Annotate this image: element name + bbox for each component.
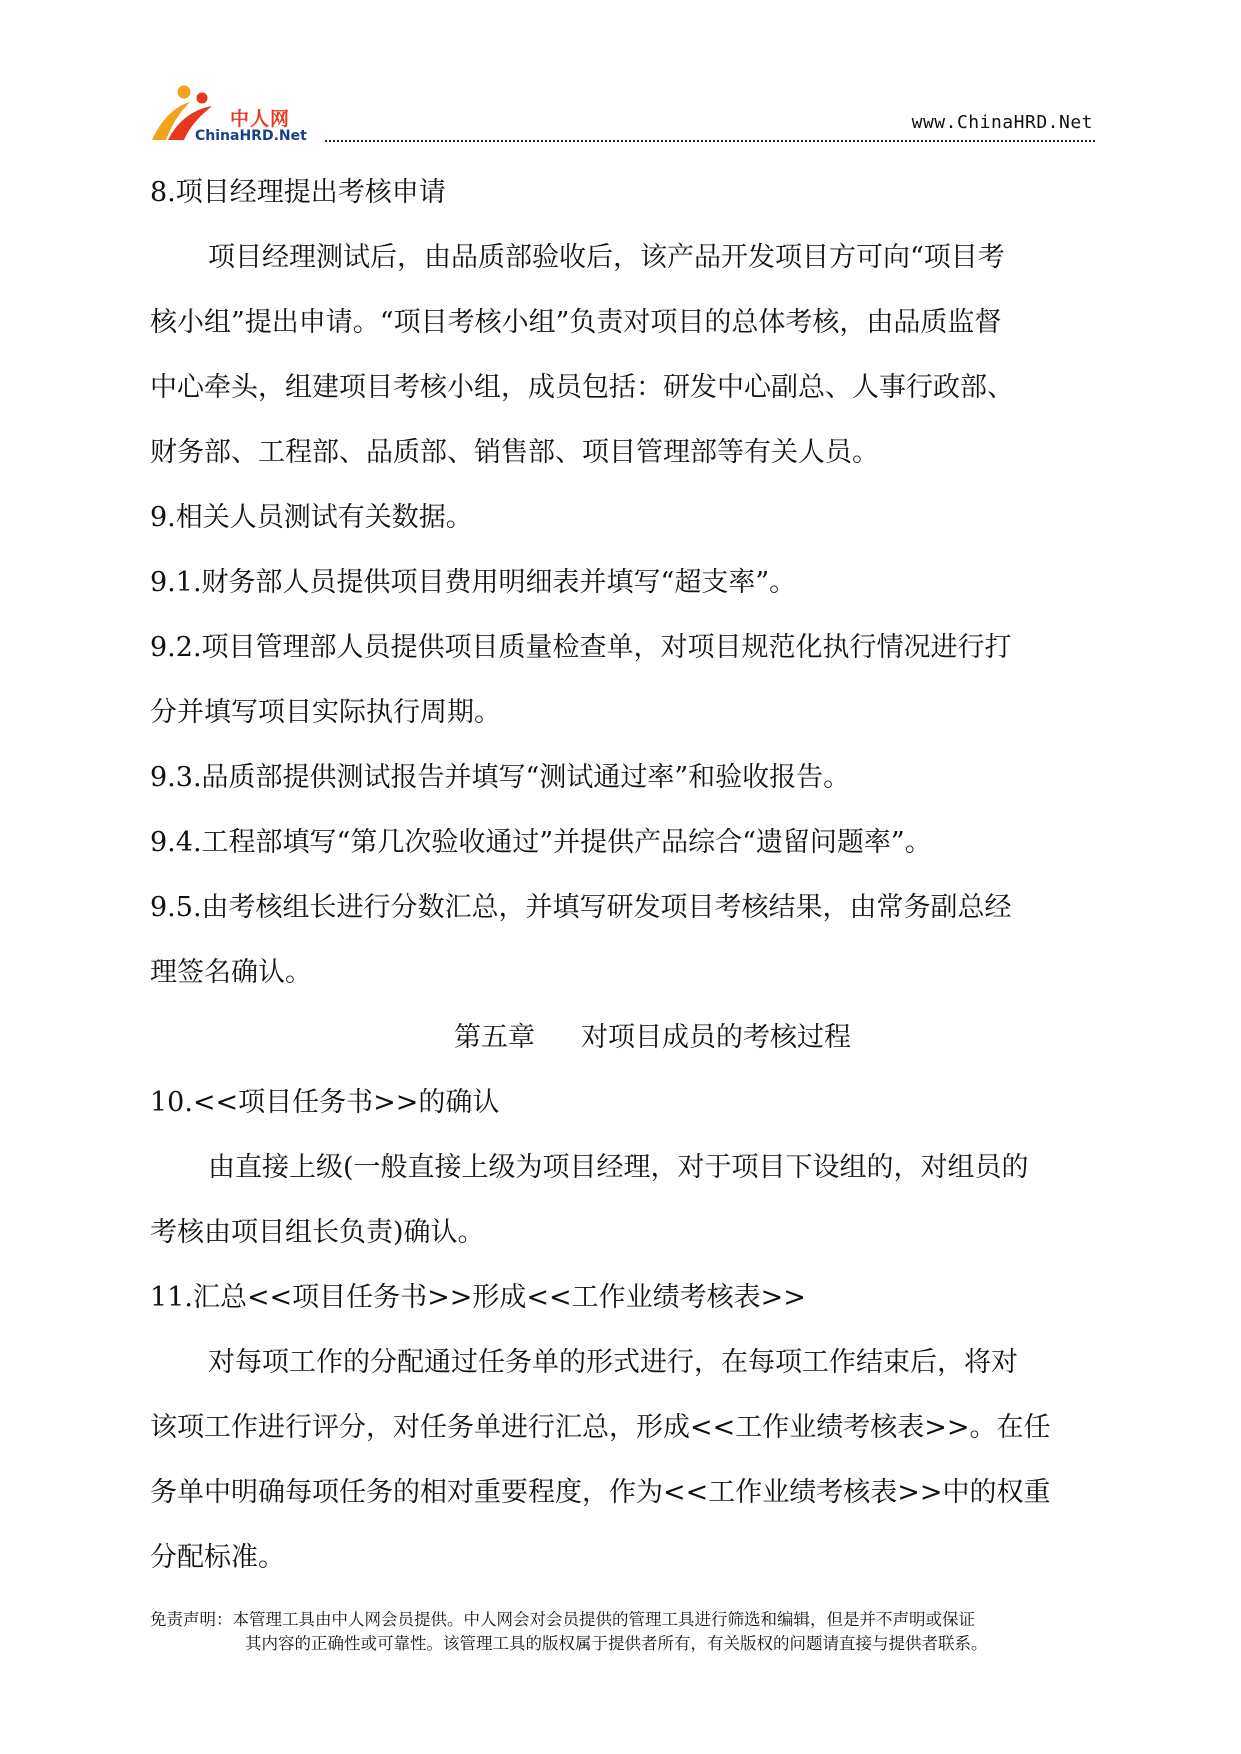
paragraph-line: 该项工作进行评分，对任务单进行汇总，形成<<工作业绩考核表>>。在任 bbox=[150, 1412, 1051, 1443]
list-item: 9.3.品质部提供测试报告并填写“测试通过率”和验收报告。 bbox=[150, 762, 851, 793]
list-item: 9.1.财务部人员提供项目费用明细表并填写“超支率”。 bbox=[150, 567, 797, 598]
document-body bbox=[150, 160, 1095, 1590]
site-url: www.ChinaHRD.Net bbox=[911, 112, 1093, 133]
paragraph-line: 中心牵头，组建项目考核小组，成员包括：研发中心副总、人事行政部、 bbox=[150, 372, 1014, 403]
paragraph-line: 财务部、工程部、品质部、销售部、项目管理部等有关人员。 bbox=[150, 437, 879, 468]
paragraph-line: 对每项工作的分配通过任务单的形式进行，在每项工作结束后，将对 bbox=[208, 1347, 1018, 1378]
logo-en-text: ChinaHRD.Net bbox=[195, 128, 307, 144]
list-item: 分并填写项目实际执行周期。 bbox=[150, 697, 501, 728]
paragraph-line: 分配标准。 bbox=[150, 1542, 285, 1573]
chinahrd-logo bbox=[150, 82, 340, 148]
page-header bbox=[150, 82, 1095, 150]
list-item: 9.4.工程部填写“第几次验收通过”并提供产品综合“遗留问题率”。 bbox=[150, 827, 932, 858]
paragraph-line: 项目经理测试后，由品质部验收后，该产品开发项目方可向“项目考 bbox=[208, 242, 1005, 273]
section-heading: 11.汇总<<项目任务书>>形成<<工作业绩考核表>> bbox=[150, 1282, 806, 1313]
section-heading: 8.项目经理提出考核申请 bbox=[150, 177, 446, 208]
section-heading: 9.相关人员测试有关数据。 bbox=[150, 502, 473, 533]
paragraph-line: 由直接上级(一般直接上级为项目经理，对于项目下设组的，对组员的 bbox=[208, 1152, 1029, 1183]
disclaimer-line: 免责声明：本管理工具由中人网会员提供。中人网会对会员提供的管理工具进行筛选和编辑，但是并不声明或保证 bbox=[150, 1610, 975, 1629]
chapter-title bbox=[150, 1005, 1095, 1070]
chapter-name: 对项目成员的考核过程 bbox=[581, 1022, 851, 1053]
list-item: 9.5.由考核组长进行分数汇总，并填写研发项目考核结果，由常务副总经 bbox=[150, 892, 1012, 923]
paragraph-line: 核小组”提出申请。“项目考核小组”负责对项目的总体考核，由品质监督 bbox=[150, 307, 1002, 338]
chapter-number: 第五章 bbox=[454, 1022, 535, 1053]
section-heading: 10.<<项目任务书>>的确认 bbox=[150, 1087, 500, 1118]
disclaimer-line: 其内容的正确性或可靠性。该管理工具的版权属于提供者所有，有关版权的问题请直接与提供者联系。 bbox=[245, 1634, 988, 1653]
paragraph-line: 考核由项目组长负责)确认。 bbox=[150, 1217, 485, 1248]
paragraph-line: 务单中明确每项任务的相对重要程度，作为<<工作业绩考核表>>中的权重 bbox=[150, 1477, 1051, 1508]
list-item: 9.2.项目管理部人员提供项目质量检查单，对项目规范化执行情况进行打 bbox=[150, 632, 1012, 663]
list-item: 理签名确认。 bbox=[150, 957, 312, 988]
disclaimer-footer bbox=[150, 1608, 1100, 1656]
header-divider bbox=[325, 140, 1095, 142]
logo-cn-text: 中人网 bbox=[230, 108, 291, 130]
